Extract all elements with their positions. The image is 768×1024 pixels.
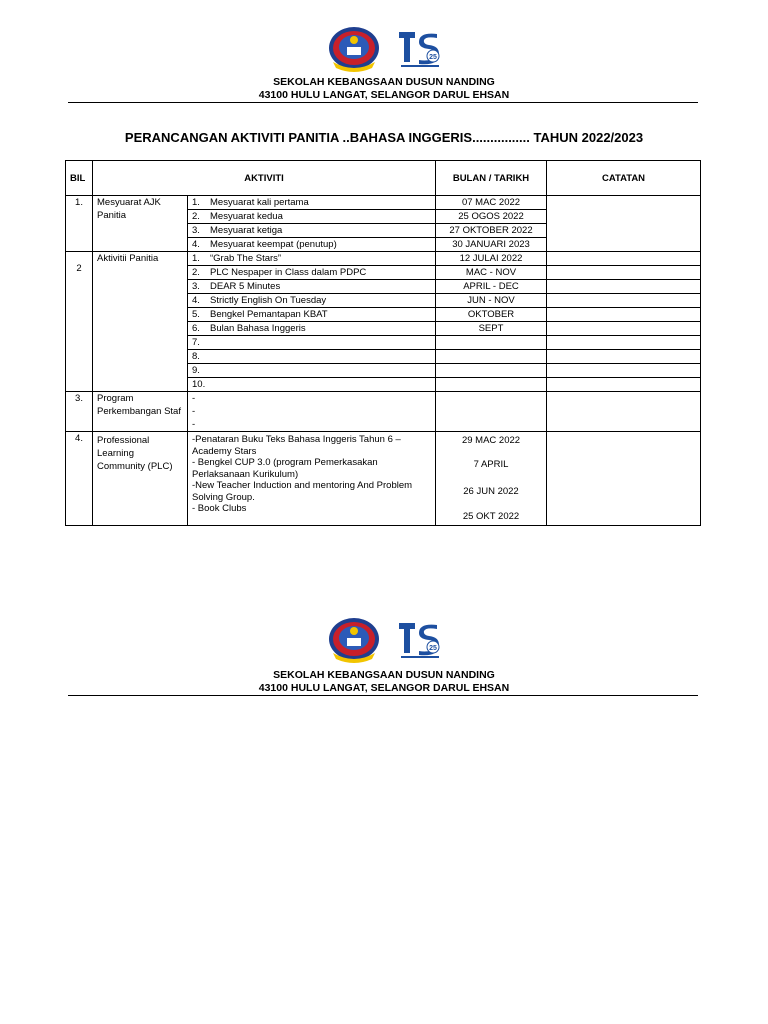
catatan-cell (547, 364, 701, 378)
catatan-cell (547, 294, 701, 308)
ts25-logo (397, 28, 443, 68)
activity-item (188, 280, 436, 294)
activity-item (188, 224, 436, 238)
section-name: Aktivitii Panitia (93, 252, 188, 392)
plc-line: Solving Group. (192, 491, 255, 503)
header-divider (68, 102, 698, 103)
item-date: 12 JULAI 2022 (436, 252, 547, 266)
activity-item (188, 196, 436, 210)
school-name: SEKOLAH KEBANGSAAN DUSUN NANDING (273, 76, 495, 88)
table-row (66, 392, 701, 432)
plc-date: 7 APRIL (473, 459, 509, 470)
table-row (66, 252, 701, 266)
item-number: 7. (192, 337, 200, 348)
catatan-cell (547, 280, 701, 294)
school-address: 43100 HULU LANGAT, SELANGOR DARUL EHSAN (258, 682, 510, 694)
activity-plan-table (65, 160, 701, 526)
school-crest-logo (325, 24, 383, 74)
activity-item (188, 378, 436, 392)
item-text: Mesyuarat ketiga (210, 225, 283, 236)
header-bulan-tarikh: BULAN / TARIKH (436, 161, 547, 196)
catatan-cell (547, 392, 701, 432)
plc-line: Academy Stars (192, 445, 257, 457)
dash-line: - (192, 419, 196, 430)
activity-item (188, 294, 436, 308)
item-number: 3. (192, 281, 200, 292)
item-number: 9. (192, 365, 200, 376)
activity-item (188, 308, 436, 322)
plc-line: Perlaksanaan Kurikulum) (192, 468, 299, 480)
section-name: Professional Learning Community (PLC) (93, 432, 188, 526)
item-number: 1. (192, 197, 200, 208)
item-number: 10. (192, 379, 206, 390)
item-number: 2. (192, 267, 200, 278)
header-logos (0, 24, 768, 74)
plc-line: - Bengkel CUP 3.0 (program Pemerkasakan (192, 457, 378, 468)
document-title: PERANCANGAN AKTIVITI PANITIA ..BAHASA INGGERIS................ TAHUN 2022/2023 (124, 130, 644, 145)
row-number: 2 (66, 252, 93, 392)
item-text: Mesyuarat keempat (penutup) (210, 239, 337, 250)
item-text: Strictly English On Tuesday (210, 295, 327, 306)
item-date (436, 336, 547, 350)
item-number: 4. (192, 239, 200, 250)
plc-dates (436, 432, 547, 526)
school-crest-logo (325, 615, 383, 665)
section-name: Mesyuarat AJK Panitia (93, 196, 188, 252)
header-catatan: CATATAN (547, 161, 701, 196)
catatan-cell (547, 322, 701, 336)
item-number: 1. (192, 253, 200, 264)
item-date: OKTOBER (436, 308, 547, 322)
plc-activities (188, 432, 436, 526)
dash-line: - (192, 406, 196, 417)
row-number: 3. (66, 392, 93, 432)
item-text: DEAR 5 Minutes (210, 281, 281, 292)
header-divider (68, 695, 698, 696)
activity-item (188, 350, 436, 364)
table-row (66, 196, 701, 210)
header-aktiviti: AKTIVITI (93, 161, 436, 196)
activity-item (188, 322, 436, 336)
item-text: Bulan Bahasa Inggeris (210, 323, 306, 334)
item-date (436, 350, 547, 364)
item-text: Mesyuarat kedua (210, 211, 283, 222)
item-text: Bengkel Pemantapan KBAT (210, 309, 328, 320)
catatan-cell (547, 378, 701, 392)
ts25-logo-number: 25 (429, 54, 437, 61)
school-name: SEKOLAH KEBANGSAAN DUSUN NANDING (273, 669, 495, 681)
item-number: 2. (192, 211, 200, 222)
plc-line: -Penataran Buku Teks Bahasa Inggeris Tahun 6 – (192, 434, 401, 445)
item-date: JUN - NOV (436, 294, 547, 308)
item-date: APRIL - DEC (436, 280, 547, 294)
row-number: 1. (66, 196, 93, 252)
item-date: 30 JANUARI 2023 (436, 238, 547, 252)
school-header-repeat (0, 669, 768, 695)
catatan-cell (547, 432, 701, 526)
item-date: 07 MAC 2022 (436, 196, 547, 210)
plc-line: - Book Clubs (192, 503, 247, 514)
ts25-logo-number: 25 (429, 645, 437, 652)
catatan-cell (547, 196, 701, 252)
activity-item (188, 238, 436, 252)
item-date (436, 378, 547, 392)
activity-item (188, 252, 436, 266)
item-number: 4. (192, 295, 200, 306)
plc-date: 29 MAC 2022 (461, 435, 521, 446)
item-date: SEPT (436, 322, 547, 336)
section-lines (188, 392, 436, 432)
row-number: 4. (66, 432, 93, 526)
item-number: 5. (192, 309, 200, 320)
catatan-cell (547, 336, 701, 350)
activity-item (188, 266, 436, 280)
item-date: 25 OGOS 2022 (436, 210, 547, 224)
item-text: PLC Nespaper in Class dalam PDPC (210, 267, 367, 278)
table-row (66, 432, 701, 526)
school-address: 43100 HULU LANGAT, SELANGOR DARUL EHSAN (258, 89, 510, 101)
item-number: 3. (192, 225, 200, 236)
item-date: 27 OKTOBER 2022 (436, 224, 547, 238)
header-bil: BIL (66, 161, 93, 196)
activity-item (188, 336, 436, 350)
item-number: 6. (192, 323, 200, 334)
item-text: “Grab The Stars” (210, 253, 282, 264)
plc-line: -New Teacher Induction and mentoring And Problem (192, 480, 413, 491)
school-header (0, 76, 768, 102)
footer-logos (0, 615, 768, 665)
plc-date: 25 OKT 2022 (462, 511, 520, 522)
section-name: Program Perkembangan Staf (93, 392, 188, 432)
item-text: Mesyuarat kali pertama (210, 197, 309, 208)
catatan-cell (547, 350, 701, 364)
item-date: MAC - NOV (436, 266, 547, 280)
activity-item (188, 210, 436, 224)
activity-item (188, 364, 436, 378)
plc-date: 26 JUN 2022 (463, 486, 519, 497)
catatan-cell (547, 252, 701, 266)
catatan-cell (547, 266, 701, 280)
dash-line: - (192, 393, 196, 404)
catatan-cell (547, 308, 701, 322)
item-number: 8. (192, 351, 200, 362)
table-header-row (66, 161, 701, 196)
date-cell (436, 392, 547, 432)
ts25-logo (397, 619, 443, 659)
item-date (436, 364, 547, 378)
